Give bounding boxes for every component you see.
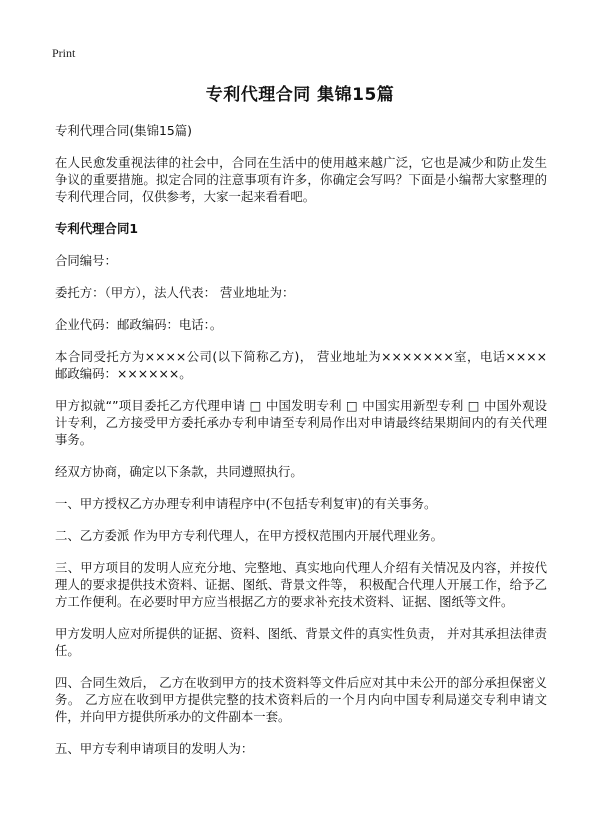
section-heading: 专利代理合同1: [55, 221, 138, 236]
clause-4: 四、合同生效后， 乙方在收到甲方的技术资料等文件后应对其中未公开的部分承担保密义务。 乙方应在收到甲方提供完整的技术资料后的一个月内向中国专利局递交专利申请文件，并向甲方提供所承办的文件副本一套。: [55, 675, 547, 724]
document-title: 专利代理合同 集锦15篇: [205, 85, 395, 105]
commission-scope: 甲方拟就“”项目委托乙方代理申请 □ 中国发明专利 □ 中国实用新型专利 □ 中国外观设计专利，乙方接受甲方委托承办专利申请至专利局作出对申请最终结果期间内的有关代理事务。: [55, 398, 547, 447]
client-codes: 企业代码：邮政编码：电话：。: [55, 317, 223, 332]
agreement-statement: 经双方协商，确定以下条款，共同遵照执行。: [55, 464, 303, 479]
agent-party: 本合同受托方为××××公司(以下简称乙方)， 营业地址为×××××××室，电话×××× 邮政编码：××××××。: [55, 349, 547, 381]
contract-number: 合同编号：: [55, 253, 117, 268]
client-party: 委托方：（甲方），法人代表： 营业地址为：: [55, 285, 295, 300]
intro-paragraph: 在人民愈发重视法律的社会中，合同在生活中的使用越来越广泛，它也是减少和防止发生争议的重要措施。拟定合同的注意事项有许多，你确定会写吗？下面是小编帮大家整理的专利代理合同，仅供参考，大家一起来看看吧。: [55, 155, 547, 204]
clause-1: 一、甲方授权乙方办理专利申请程序中(不包括专利复审)的有关事务。: [55, 496, 437, 511]
document-subtitle: 专利代理合同(集锦15篇): [55, 123, 192, 138]
clause-3-liability: 甲方发明人应对所提供的证据、资料、图纸、背景文件的真实性负责， 并对其承担法律责任。: [55, 626, 547, 658]
clause-3: 三、甲方项目的发明人应充分地、完整地、真实地向代理人介绍有关情况及内容，并按代理人的要求提供技术资料、证据、图纸、背景文件等， 积极配合代理人开展工作，给予乙方工作便利。在必要时甲方应当根据乙方的要求补充技术资料、证据、图纸等文件。: [55, 560, 547, 609]
clause-5: 五、甲方专利申请项目的发明人为：: [55, 741, 254, 756]
clause-2: 二、乙方委派 作为甲方专利代理人，在甲方授权范围内开展代理业务。: [55, 528, 444, 543]
document-body: [55, 122, 547, 772]
print-link[interactable]: Print: [52, 46, 76, 60]
